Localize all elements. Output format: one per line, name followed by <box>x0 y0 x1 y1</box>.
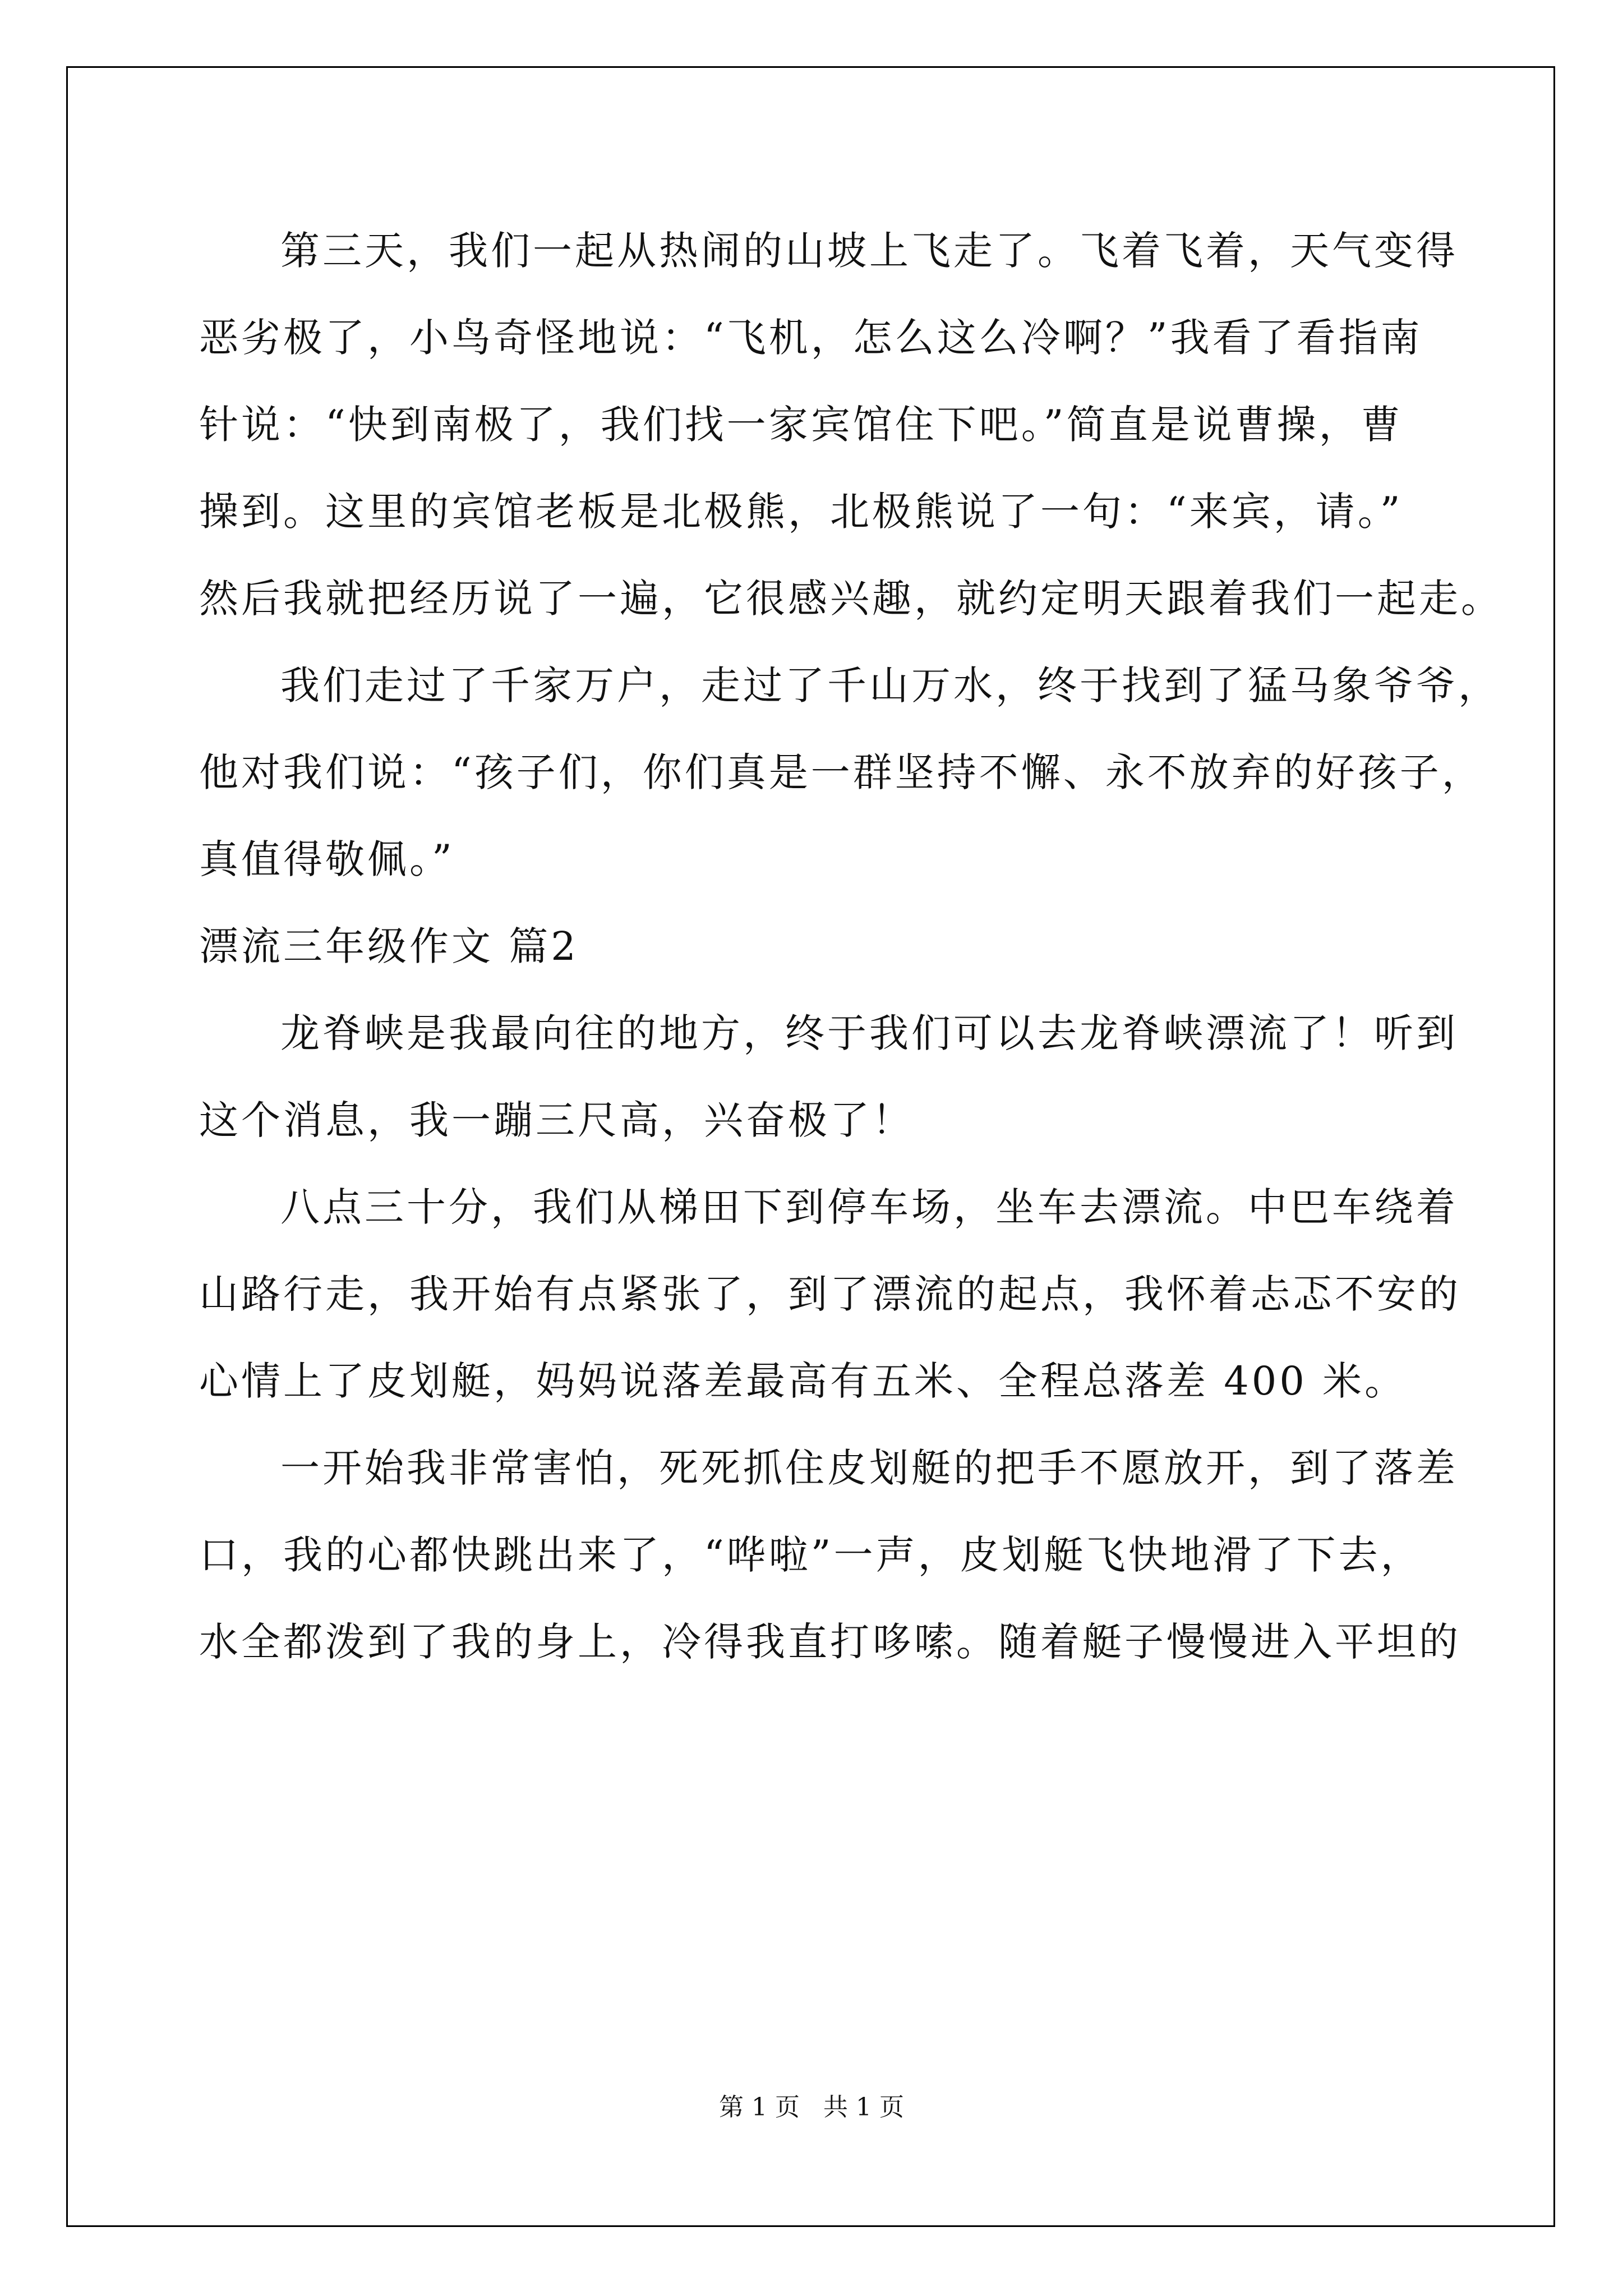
paragraph-line: 针说：“快到南极了，我们找一家宾馆住下吧。”简直是说曹操，曹 <box>199 402 1403 448</box>
paragraph-line: 然后我就把经历说了一遍，它很感兴趣，就约定明天跟着我们一起走。 <box>199 576 1503 622</box>
paragraph-line: 我们走过了千家万户，走过了千山万水，终于找到了猛马象爷爷， <box>280 662 1500 708</box>
paragraph-line: 真值得敬佩。” <box>199 836 455 882</box>
paragraph-line: 山路行走，我开始有点紧张了，到了漂流的起点，我怀着忐忑不安的 <box>199 1271 1461 1317</box>
section-heading: 漂流三年级作文 篇2 <box>199 923 579 969</box>
page-footer: 第 1 页 共 1 页 <box>719 2093 904 2122</box>
paragraph-line: 恶劣极了，小鸟奇怪地说：“飞机，怎么这么冷啊？”我看了看指南 <box>199 315 1423 361</box>
page-border <box>66 66 1555 2227</box>
paragraph-line: 龙脊峡是我最向往的地方，终于我们可以去龙脊峡漂流了！听到 <box>280 1010 1458 1056</box>
paragraph-line: 一开始我非常害怕，死死抓住皮划艇的把手不愿放开，到了落差 <box>280 1445 1458 1491</box>
paragraph-line: 他对我们说：“孩子们，你们真是一群坚持不懈、永不放弃的好孩子， <box>199 749 1484 795</box>
paragraph-line: 心情上了皮划艇，妈妈说落差最高有五米、全程总落差 400 米。 <box>199 1358 1407 1404</box>
paragraph-line: 操到。这里的宾馆老板是北极熊，北极熊说了一句：“来宾，请。” <box>199 489 1403 535</box>
paragraph-line: 第三天，我们一起从热闹的山坡上飞走了。飞着飞着，天气变得 <box>280 228 1458 274</box>
paragraph-line: 这个消息，我一蹦三尺高，兴奋极了！ <box>199 1097 914 1143</box>
paragraph-line: 八点三十分，我们从梯田下到停车场，坐车去漂流。中巴车绕着 <box>280 1184 1458 1230</box>
paragraph-line: 水全都泼到了我的身上，冷得我直打哆嗦。随着艇子慢慢进入平坦的 <box>199 1619 1461 1665</box>
paragraph-line: 口，我的心都快跳出来了，“哗啦”一声，皮划艇飞快地滑了下去， <box>199 1532 1423 1578</box>
